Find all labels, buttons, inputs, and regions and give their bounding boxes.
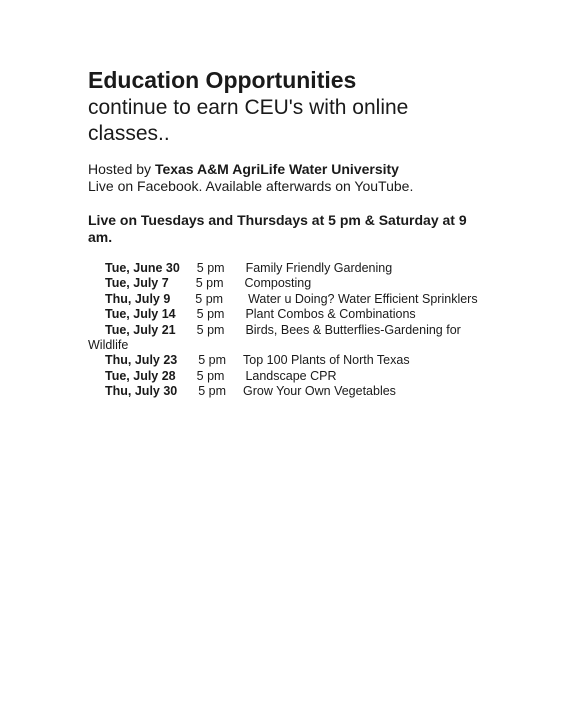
schedule-time: 5 pm — [196, 307, 225, 322]
schedule-topic: Composting — [244, 276, 312, 291]
hosted-by-line — [88, 161, 488, 178]
schedule-row — [88, 384, 488, 399]
hosted-platforms-line: Live on Facebook. Available afterwards on YouTube. — [88, 178, 414, 194]
document-page — [88, 66, 488, 400]
schedule-topic: Grow Your Own Vegetables — [243, 384, 396, 399]
schedule-row — [88, 369, 488, 384]
schedule-time: 5 pm — [196, 261, 225, 275]
schedule-date: Tue, July 28 — [105, 368, 176, 383]
schedule-time: 5 pm — [196, 368, 225, 383]
schedule-row — [88, 353, 488, 368]
schedule-row — [88, 292, 488, 307]
schedule-topic: Family Friendly Gardening — [245, 261, 393, 275]
schedule-topic: Plant Combos & Combinations — [245, 307, 416, 322]
schedule-date: Tue, July 21 — [105, 322, 176, 337]
hosted-by-org: Texas A&M AgriLife Water University — [154, 161, 399, 177]
page-subtitle: continue to earn CEU's with online classes.. — [88, 96, 409, 145]
schedule-date: Thu, July 30 — [105, 384, 178, 399]
schedule-date: Tue, June 30 — [105, 261, 180, 275]
schedule-topic: Top 100 Plants of North Texas — [243, 353, 410, 368]
schedule-date: Tue, July 14 — [105, 307, 176, 322]
schedule-time: 5 pm — [198, 353, 227, 368]
hosted-by-block — [88, 161, 488, 195]
schedule-row — [88, 323, 488, 354]
page-title: Education Opportunities — [88, 67, 357, 93]
schedule-row — [88, 276, 488, 291]
schedule-topic: Landscape CPR — [245, 368, 337, 383]
schedule-topic: Birds, Bees & Butterflies-Gardening for Wildlife — [88, 322, 461, 353]
live-schedule-heading: Live on Tuesdays and Thursdays at 5 pm & Saturday at 9 am. — [88, 212, 467, 245]
schedule-time: 5 pm — [195, 291, 224, 306]
schedule-time: 5 pm — [195, 276, 224, 291]
schedule-time: 5 pm — [196, 322, 225, 337]
schedule-row — [88, 307, 488, 322]
schedule-date: Thu, July 9 — [105, 291, 171, 306]
schedule-row — [88, 261, 488, 276]
schedule-date: Thu, July 23 — [105, 353, 178, 368]
schedule-list — [88, 261, 488, 400]
schedule-date: Tue, July 7 — [105, 276, 169, 291]
schedule-topic: Water u Doing? Water Efficient Sprinklers — [248, 291, 478, 306]
schedule-time: 5 pm — [198, 384, 227, 399]
hosted-by-prefix: Hosted by — [88, 161, 155, 177]
